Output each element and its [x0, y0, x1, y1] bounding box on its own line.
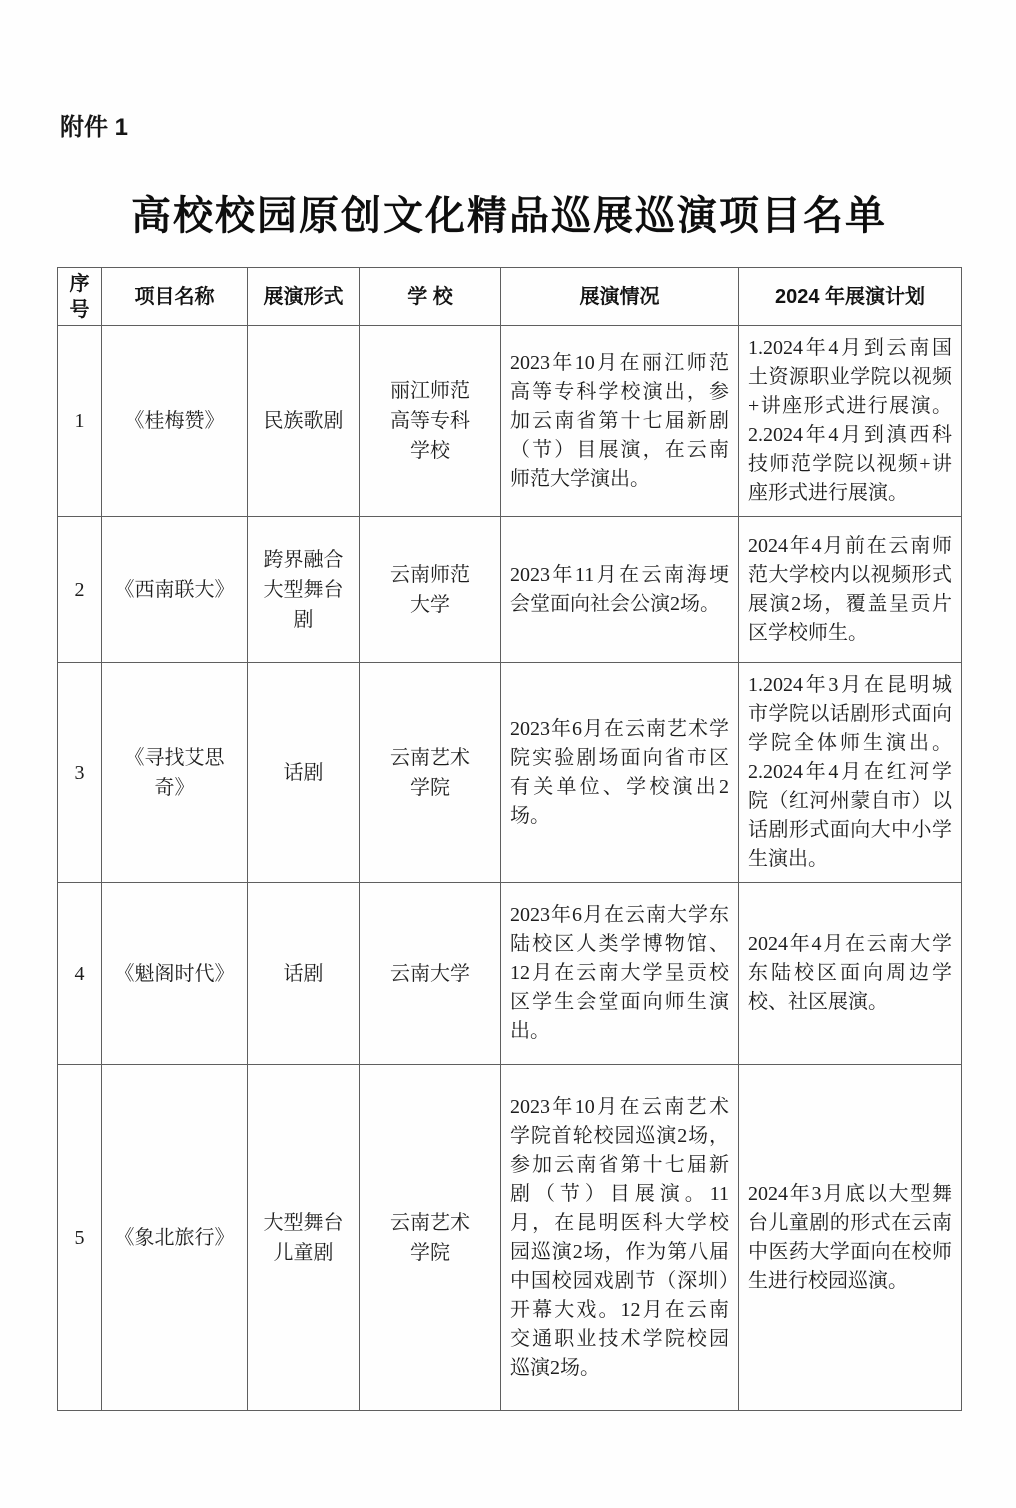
- cell-performance-status: 2023年6月在云南大学东陆校区人类学博物馆、12月在云南大学呈贡校区学生会堂面向师生演出。: [501, 883, 739, 1065]
- table-row: [58, 326, 962, 517]
- cell-performance-form: 话剧: [248, 883, 360, 1065]
- cell-school: 云南师范大学: [360, 517, 501, 663]
- header-cell-serial: 序号: [58, 268, 102, 326]
- cell-performance-form: 大型舞台儿童剧: [248, 1065, 360, 1411]
- cell-performance-status: 2023年10月在丽江师范高等专科学校演出，参加云南省第十七届新剧（节）目展演，在云南师范大学演出。: [501, 326, 739, 517]
- table-row: [58, 1065, 962, 1411]
- header-cell-2024plan: 2024 年展演计划: [739, 268, 962, 326]
- cell-performance-status: 2023年10月在云南艺术学院首轮校园巡演2场，参加云南省第十七届新剧（节）目展演。11月，在昆明医科大学校园巡演2场，作为第八届中国校园戏剧节（深圳）开幕大戏。12月在云南交通职业技术学院校园巡演2场。: [501, 1065, 739, 1411]
- cell-project-name: 《魁阁时代》: [102, 883, 248, 1065]
- cell-2024-plan: 2024年4月前在云南师范大学校内以视频形式展演2场，覆盖呈贡片区学校师生。: [739, 517, 962, 663]
- header-cell-name: 项目名称: [102, 268, 248, 326]
- header-cell-status: 展演情况: [501, 268, 739, 326]
- cell-school: 云南大学: [360, 883, 501, 1065]
- page-title: 高校校园原创文化精品巡展巡演项目名单: [131, 193, 887, 238]
- table-header-row: [58, 268, 962, 326]
- cell-performance-status: 2023年6月在云南艺术学院实验剧场面向省市区有关单位、学校演出2场。: [501, 663, 739, 883]
- cell-serial: 5: [58, 1065, 102, 1411]
- header-cell-school: 学 校: [360, 268, 501, 326]
- attachment-label: 附件 1: [60, 114, 129, 141]
- cell-school: 云南艺术学院: [360, 1065, 501, 1411]
- cell-performance-form: 话剧: [248, 663, 360, 883]
- cell-performance-form: 跨界融合大型舞台剧: [248, 517, 360, 663]
- cell-serial: 4: [58, 883, 102, 1065]
- cell-serial: 3: [58, 663, 102, 883]
- cell-2024-plan: 1.2024年3月在昆明城市学院以话剧形式面向学院全体师生演出。2.2024年4月在红河学院（红河州蒙自市）以话剧形式面向大中小学生演出。: [739, 663, 962, 883]
- projects-table: [57, 267, 962, 1411]
- cell-school: 云南艺术学院: [360, 663, 501, 883]
- cell-project-name: 《西南联大》: [102, 517, 248, 663]
- cell-project-name: 《象北旅行》: [102, 1065, 248, 1411]
- table-row: [58, 663, 962, 883]
- table-row: [58, 517, 962, 663]
- cell-performance-form: 民族歌剧: [248, 326, 360, 517]
- cell-project-name: 《寻找艾思奇》: [102, 663, 248, 883]
- cell-serial: 1: [58, 326, 102, 517]
- cell-project-name: 《桂梅赞》: [102, 326, 248, 517]
- cell-2024-plan: 2024年4月在云南大学东陆校区面向周边学校、社区展演。: [739, 883, 962, 1065]
- cell-school: 丽江师范高等专科学校: [360, 326, 501, 517]
- cell-2024-plan: 1.2024年4月到云南国土资源职业学院以视频+讲座形式进行展演。2.2024年4月到滇西科技师范学院以视频+讲座形式进行展演。: [739, 326, 962, 517]
- cell-2024-plan: 2024年3月底以大型舞台儿童剧的形式在云南中医药大学面向在校师生进行校园巡演。: [739, 1065, 962, 1411]
- cell-performance-status: 2023年11月在云南海埂会堂面向社会公演2场。: [501, 517, 739, 663]
- header-cell-form: 展演形式: [248, 268, 360, 326]
- cell-serial: 2: [58, 517, 102, 663]
- table-row: [58, 883, 962, 1065]
